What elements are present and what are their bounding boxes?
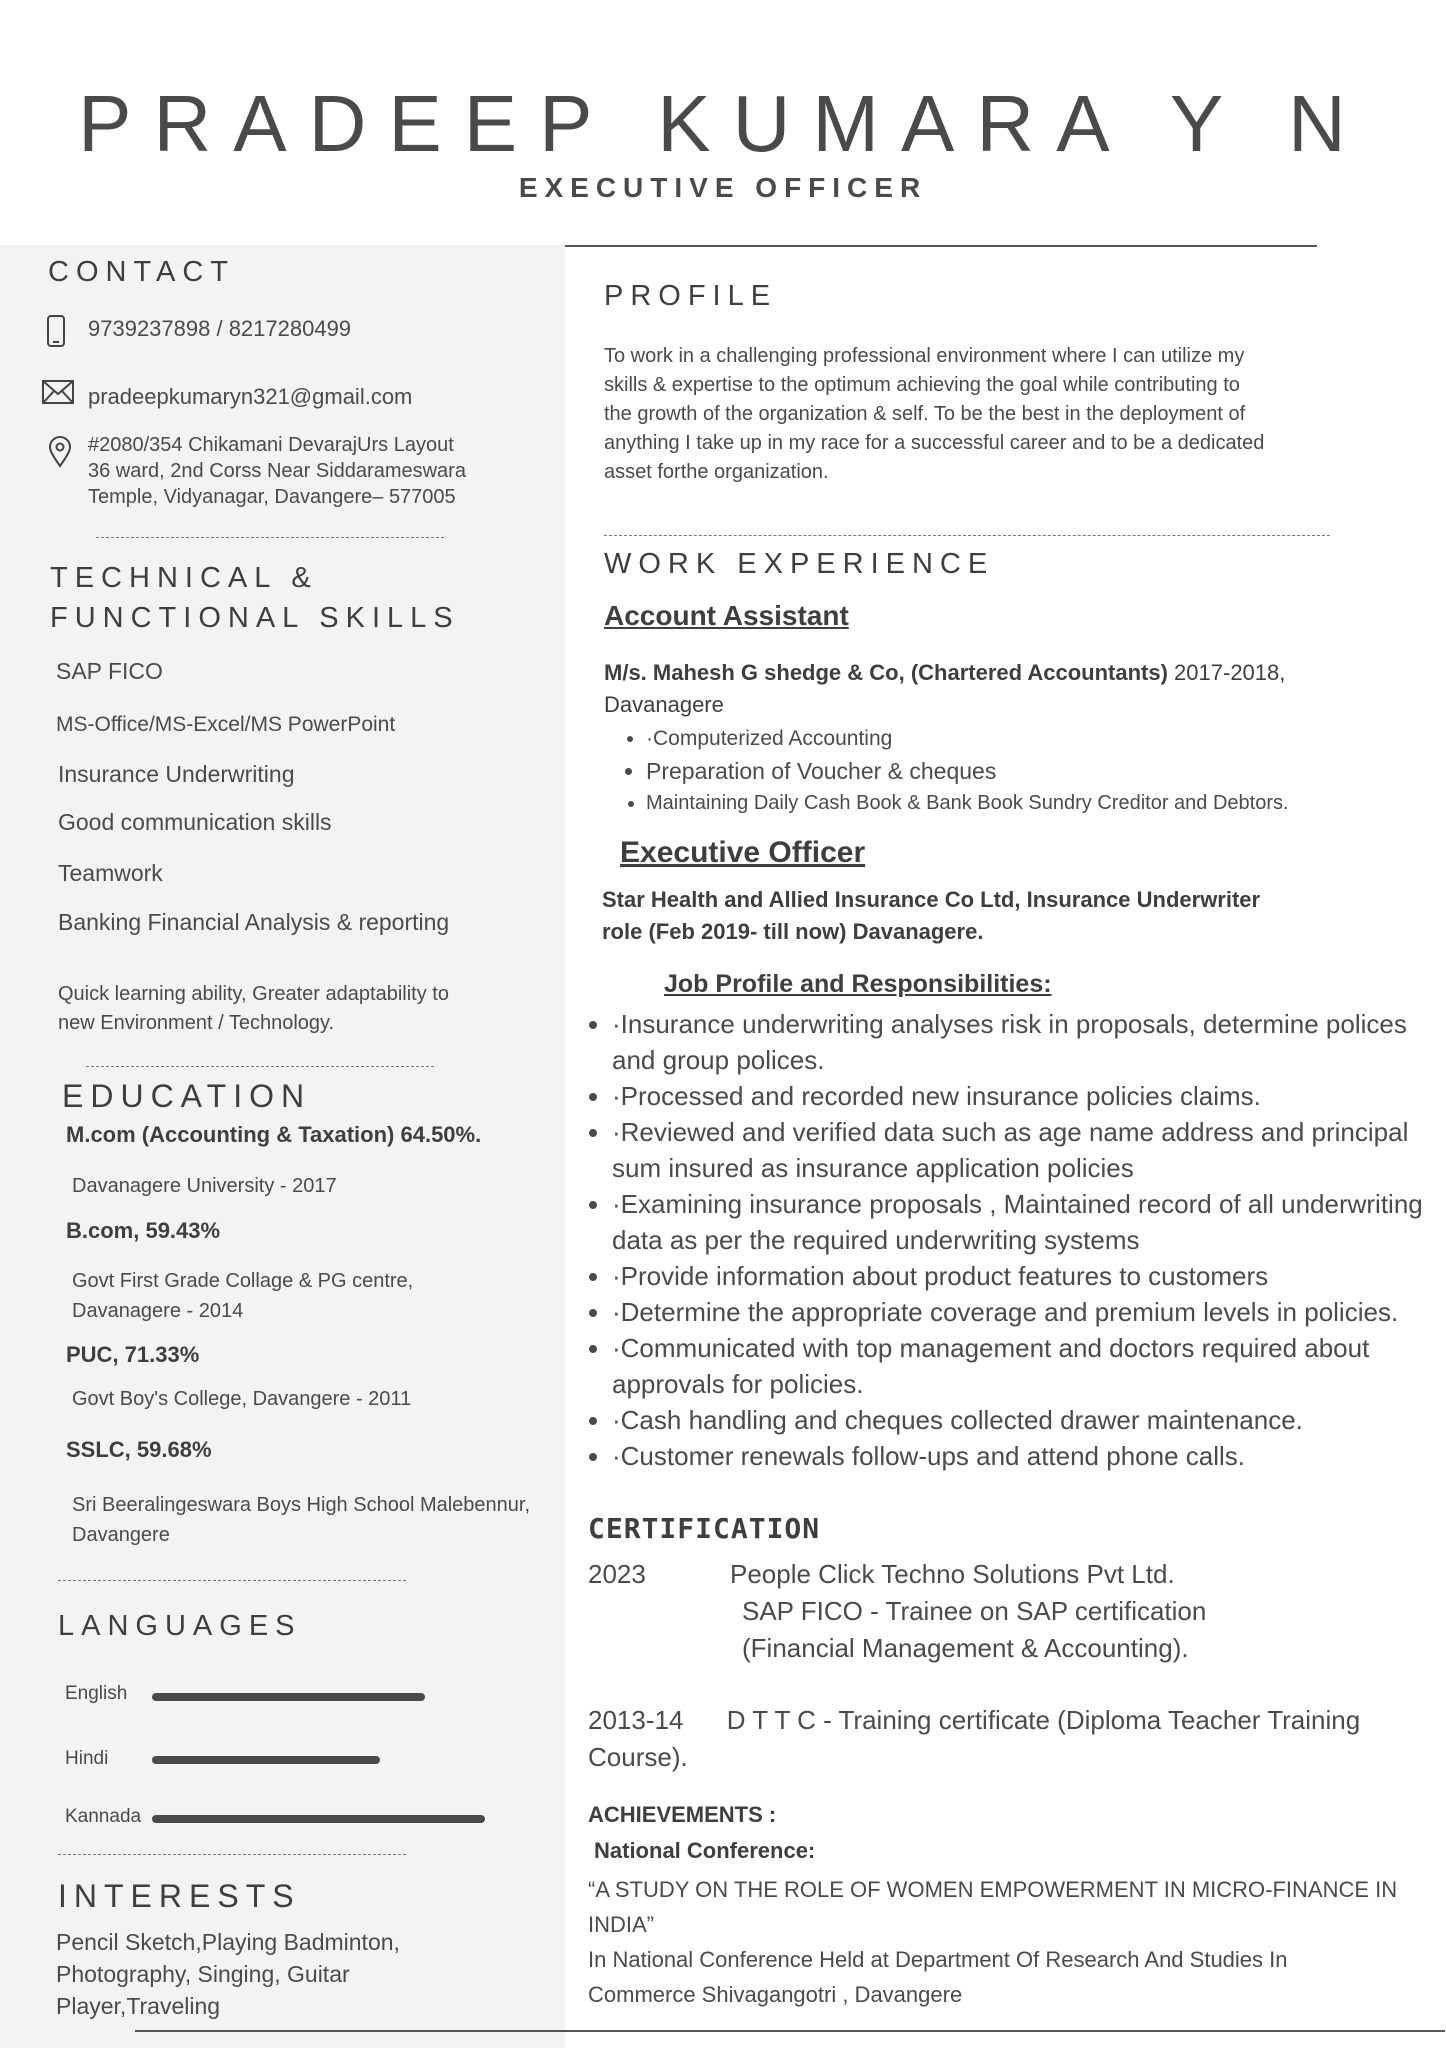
list-item: • ·Cash handling and cheques collected drawer maintenance. [612, 1402, 1446, 1438]
education-institution-line: Govt First Grade Collage & PG centre, [72, 1270, 414, 1292]
interests-line: Pencil Sketch,Playing Badminton, [56, 1929, 400, 1955]
divider [86, 1066, 434, 1067]
job-company [602, 884, 1342, 948]
certification-year: 2023 [588, 1559, 646, 1589]
skills-heading-line: FUNCTIONAL SKILLS [50, 602, 460, 634]
skill-item: SAP FICO [56, 658, 163, 684]
interests-heading: INTERESTS [58, 1878, 301, 1914]
profile-heading: PROFILE [604, 280, 778, 312]
achievements-heading: ACHIEVEMENTS : [588, 1802, 777, 1827]
profile-line: To work in a challenging professional environment where I can utilize my [604, 345, 1245, 367]
job-duties [614, 723, 1354, 819]
education-institution-line: Davangere [72, 1524, 170, 1546]
skills-heading-line: TECHNICAL & [50, 562, 318, 594]
list-item: • ·Communicated with top management and doctors required about approvals for policies. [612, 1330, 1446, 1402]
certification-entry: 2013-14 D T T C - Training certificate (Diploma Teacher Training [588, 1705, 1361, 1735]
phone-icon [46, 314, 66, 348]
list-item: • ·Examining insurance proposals , Maintained record of all underwriting data as per the required underwriting systems [612, 1186, 1446, 1258]
interests-line: Player,Traveling [56, 1993, 221, 2019]
certification-title: SAP FICO - Trainee on SAP certification [742, 1596, 1207, 1626]
list-item: • ·Customer renewals follow-ups and attend phone calls. [612, 1438, 1446, 1474]
skills-heading [50, 558, 460, 638]
language-level-bar [152, 1756, 380, 1764]
responsibilities-list [580, 1006, 1446, 1474]
candidate-name: PRADEEP KUMARA Y N [78, 79, 1368, 168]
profile-text [604, 342, 1364, 487]
list-item: • ·Reviewed and verified data such as age name address and principal sum insured as insurance application policies [612, 1114, 1446, 1186]
education-institution-line: Sri Beeralingeswara Boys High School Malebennur, [72, 1494, 531, 1516]
profile-line: anything I take up in my race for a successful career and to be a dedicated [604, 432, 1265, 454]
skills-extra [58, 980, 449, 1038]
job-role-text: Executive Officer [620, 836, 866, 869]
achievement-title-line: INDIA” [588, 1912, 654, 1937]
skill-item: Good communication skills [58, 809, 332, 835]
skill-item: Teamwork [58, 860, 163, 886]
certification-heading: CERTIFICATION [588, 1512, 821, 1545]
education-institution: Davanagere University - 2017 [72, 1175, 337, 1197]
profile-line: the growth of the organization & self. To be the best in the deployment of [604, 403, 1246, 425]
skills-extra-line: Quick learning ability, Greater adaptability to [58, 983, 449, 1005]
contact-email[interactable]: pradeepkumaryn321@gmail.com [88, 384, 413, 409]
list-item: • ·Determine the appropriate coverage and premium levels in policies. [612, 1294, 1446, 1330]
job-role-title: Account Assistant [604, 600, 849, 631]
divider [58, 1580, 406, 1581]
divider [604, 535, 1330, 536]
language-name: Hindi [65, 1748, 109, 1769]
certification-issuer: People Click Techno Solutions Pvt Ltd. [730, 1559, 1175, 1589]
achievements-subheading: National Conference: [594, 1838, 816, 1863]
education-heading: EDUCATION [62, 1078, 312, 1114]
job-company-name: M/s. Mahesh G shedge & Co, (Chartered Accountants) [604, 660, 1168, 685]
education-degree: SSLC, 59.68% [66, 1437, 212, 1462]
education-institution [72, 1490, 530, 1550]
achievement-title [588, 1872, 1438, 1942]
achievement-detail [588, 1942, 1438, 2012]
skills-extra-line: new Environment / Technology. [58, 1012, 335, 1034]
contact-address [88, 432, 466, 510]
skill-item: Insurance Underwriting [58, 761, 295, 787]
contact-heading: CONTACT [48, 256, 236, 288]
candidate-title: EXECUTIVE OFFICER [518, 172, 928, 203]
education-degree: B.com, 59.43% [66, 1218, 221, 1243]
address-line: #2080/354 Chikamani DevarajUrs Layout [88, 434, 454, 456]
job-company-line: Star Health and Allied Insurance Co Ltd, Insurance Underwriter [602, 887, 1261, 912]
profile-line: asset forthe organization. [604, 461, 829, 483]
profile-line: skills & expertise to the optimum achieving the goal while contributing to [604, 374, 1240, 396]
languages-heading: LANGUAGES [58, 1610, 302, 1642]
certification-detail: (Financial Management & Accounting). [742, 1633, 1189, 1663]
language-level-bar [152, 1693, 425, 1701]
contact-phone: 9739237898 / 8217280499 [88, 316, 352, 341]
list-item: • ·Computerized Accounting [646, 723, 1354, 755]
interests-list [56, 1926, 400, 2022]
list-item: • Maintaining Daily Cash Book & Bank Book Sundry Creditor and Debtors. [646, 787, 1354, 819]
job-company-line: role (Feb 2019- till now) Davanagere. [602, 919, 984, 944]
job-company [604, 657, 1344, 721]
work-experience-heading: WORK EXPERIENCE [604, 548, 995, 580]
job-dates: 2017-2018, [1167, 660, 1286, 685]
list-item: • Preparation of Voucher & cheques [646, 755, 1354, 787]
list-item: • ·Processed and recorded new insurance policies claims. [612, 1078, 1446, 1114]
job-location: Davanagere [604, 692, 724, 717]
footer-divider [135, 2030, 1445, 2032]
job-role-title [608, 836, 865, 870]
skill-item: Banking Financial Analysis & reporting [58, 909, 450, 935]
language-name: Kannada [65, 1806, 142, 1827]
education-degree: M.com (Accounting & Taxation) 64.50%. [66, 1122, 482, 1147]
skill-item: MS-Office/MS-Excel/MS PowerPoint [56, 713, 396, 736]
education-institution [72, 1266, 413, 1326]
divider [96, 537, 444, 538]
interests-line: Photography, Singing, Guitar [56, 1961, 350, 1987]
list-item: • ·Insurance underwriting analyses risk in proposals, determine polices and group polices. [612, 1006, 1446, 1078]
achievement-detail-line: In National Conference Held at Department Of Research And Studies In [588, 1947, 1288, 1972]
certification-entry-cont: Course). [588, 1742, 688, 1772]
achievement-title-line: “A STUDY ON THE ROLE OF WOMEN EMPOWERMENT IN MICRO-FINANCE IN [588, 1877, 1398, 1902]
divider [58, 1854, 406, 1855]
header-divider [565, 245, 1317, 247]
education-degree: PUC, 71.33% [66, 1342, 200, 1367]
address-line: Temple, Vidyanagar, Davangere– 577005 [88, 486, 456, 508]
location-pin-icon [48, 436, 72, 468]
address-line: 36 ward, 2nd Corss Near Siddarameswara [88, 460, 466, 482]
achievement-detail-line: Commerce Shivagangotri , Davangere [588, 1982, 963, 2007]
language-name: English [65, 1683, 128, 1704]
mail-icon [42, 380, 74, 404]
language-level-bar [152, 1815, 485, 1823]
education-institution: Govt Boy's College, Davangere - 2011 [72, 1388, 412, 1410]
list-item: • ·Provide information about product features to customers [612, 1258, 1446, 1294]
education-institution-line: Davanagere - 2014 [72, 1300, 244, 1322]
responsibilities-heading: Job Profile and Responsibilities: [664, 970, 1052, 998]
